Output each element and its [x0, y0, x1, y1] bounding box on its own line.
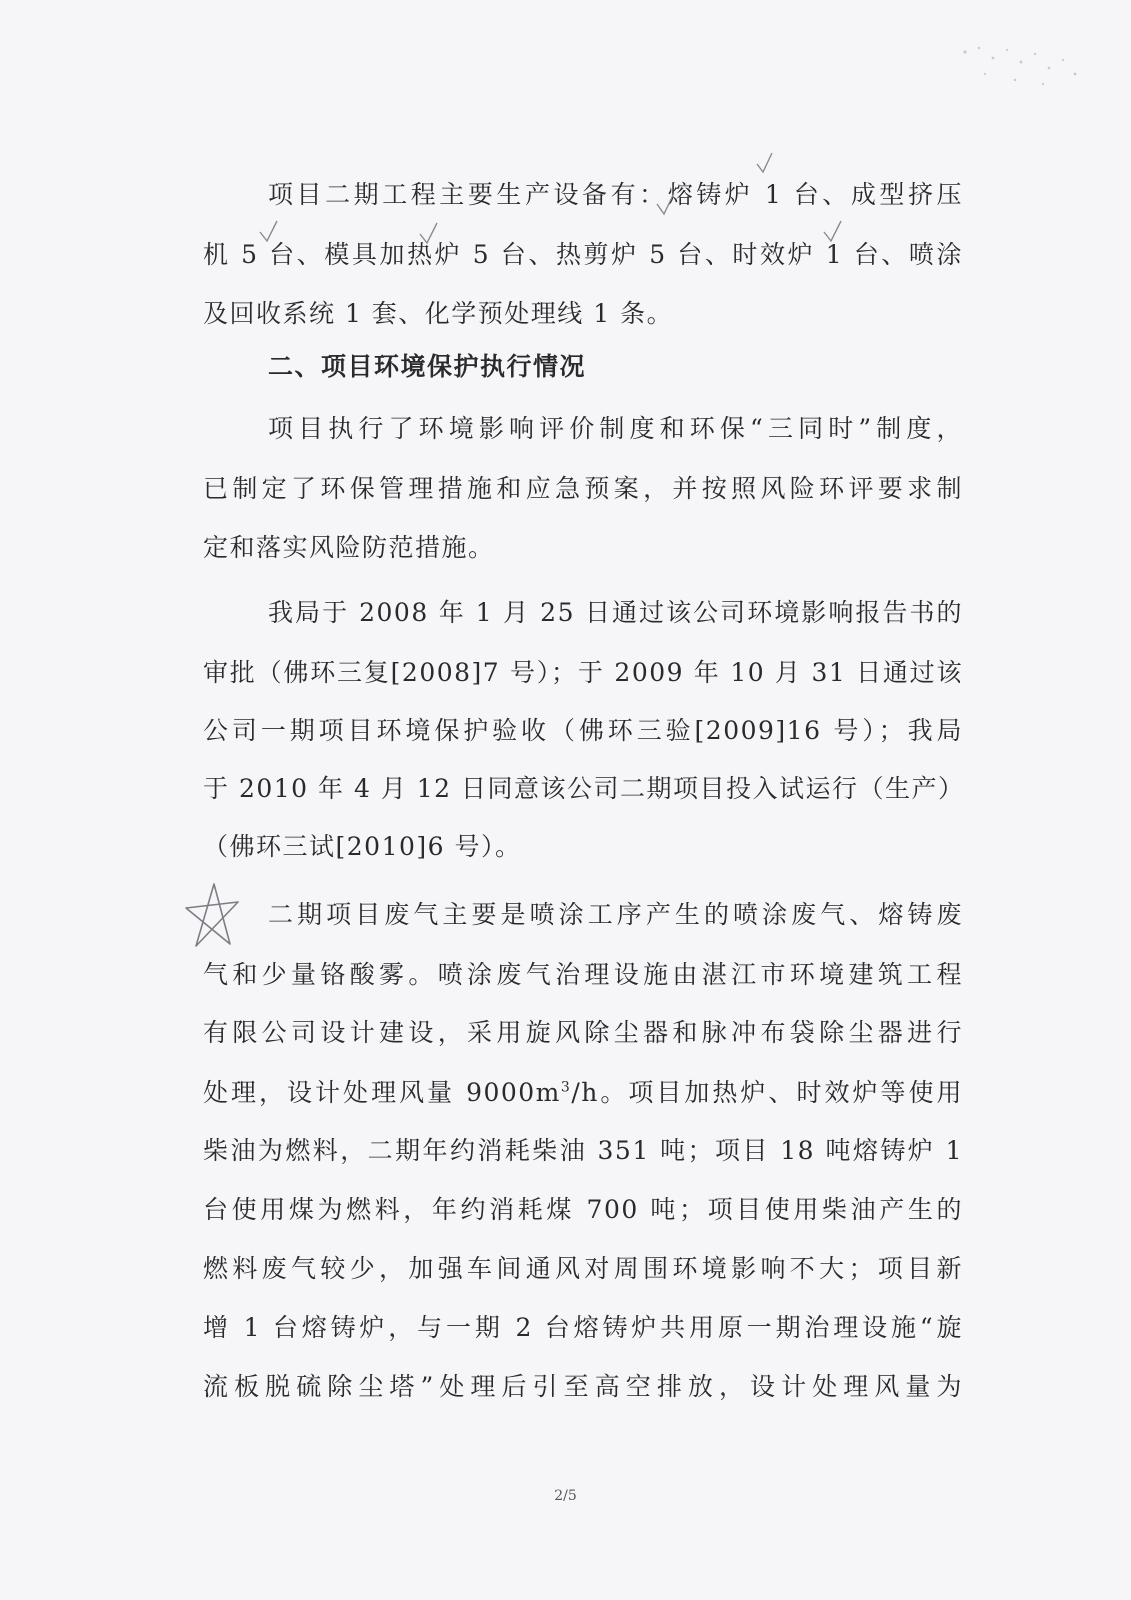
text-line: 气和少量铬酸雾。喷涂废气治理设施由湛江市环境建筑工程 [203, 960, 963, 989]
text-line: 审批（佛环三复[2008]7 号）；于 2009 年 10 月 31 日通过该 [203, 658, 963, 687]
hand-drawn-star-mark [180, 880, 244, 952]
section-heading: 二、项目环境保护执行情况 [268, 352, 587, 381]
text-line: 台使用煤为燃料，年约消耗煤 700 吨；项目使用柴油产生的 [203, 1195, 963, 1224]
text-line: 项目执行了环境影响评价制度和环保“三同时”制度， [268, 414, 963, 443]
text-line: 及回收系统 1 套、化学预处理线 1 条。 [203, 299, 674, 328]
text-segment: /h。项目加热炉、时效炉等使用 [571, 1078, 964, 1107]
text-line: 我局于 2008 年 1 月 25 日通过该公司环境影响报告书的 [268, 598, 963, 627]
text-line: 公司一期项目环境保护验收（佛环三验[2009]16 号）；我局 [203, 716, 963, 745]
text-line: 流板脱硫除尘塔”处理后引至高空排放，设计处理风量为 [203, 1372, 963, 1401]
text-line: 柴油为燃料，二期年约消耗柴油 351 吨；项目 18 吨熔铸炉 1 [203, 1136, 963, 1165]
text-line: 项目二期工程主要生产设备有：熔铸炉 1 台、成型挤压 [268, 180, 963, 209]
scan-smudge [955, 40, 1095, 100]
text-line: （佛环三试[2010]6 号）。 [203, 832, 522, 861]
text-line: 定和落实风险防范措施。 [203, 533, 495, 562]
text-line: 于 2010 年 4 月 12 日同意该公司二期项目投入试运行（生产） [203, 774, 965, 803]
text-line: 燃料废气较少，加强车间通风对周围环境影响不大；项目新 [203, 1254, 963, 1283]
text-line: 二期项目废气主要是喷涂工序产生的喷涂废气、熔铸废 [268, 900, 963, 929]
text-line: 有限公司设计建设，采用旋风除尘器和脉冲布袋除尘器进行 [203, 1018, 963, 1047]
text-line [203, 1076, 963, 1110]
check-mark-icon [755, 150, 775, 176]
page-number: 2/5 [554, 1488, 577, 1504]
text-segment: 处理，设计处理风量 9000m [203, 1078, 561, 1107]
superscript: 3 [560, 1079, 572, 1096]
text-line: 已制定了环保管理措施和应急预案，并按照风险环评要求制 [203, 474, 963, 503]
text-line: 机 5 台、模具加热炉 5 台、热剪炉 5 台、时效炉 1 台、喷涂 [203, 240, 963, 269]
text-line: 增 1 台熔铸炉，与一期 2 台熔铸炉共用原一期治理设施“旋 [203, 1313, 963, 1342]
